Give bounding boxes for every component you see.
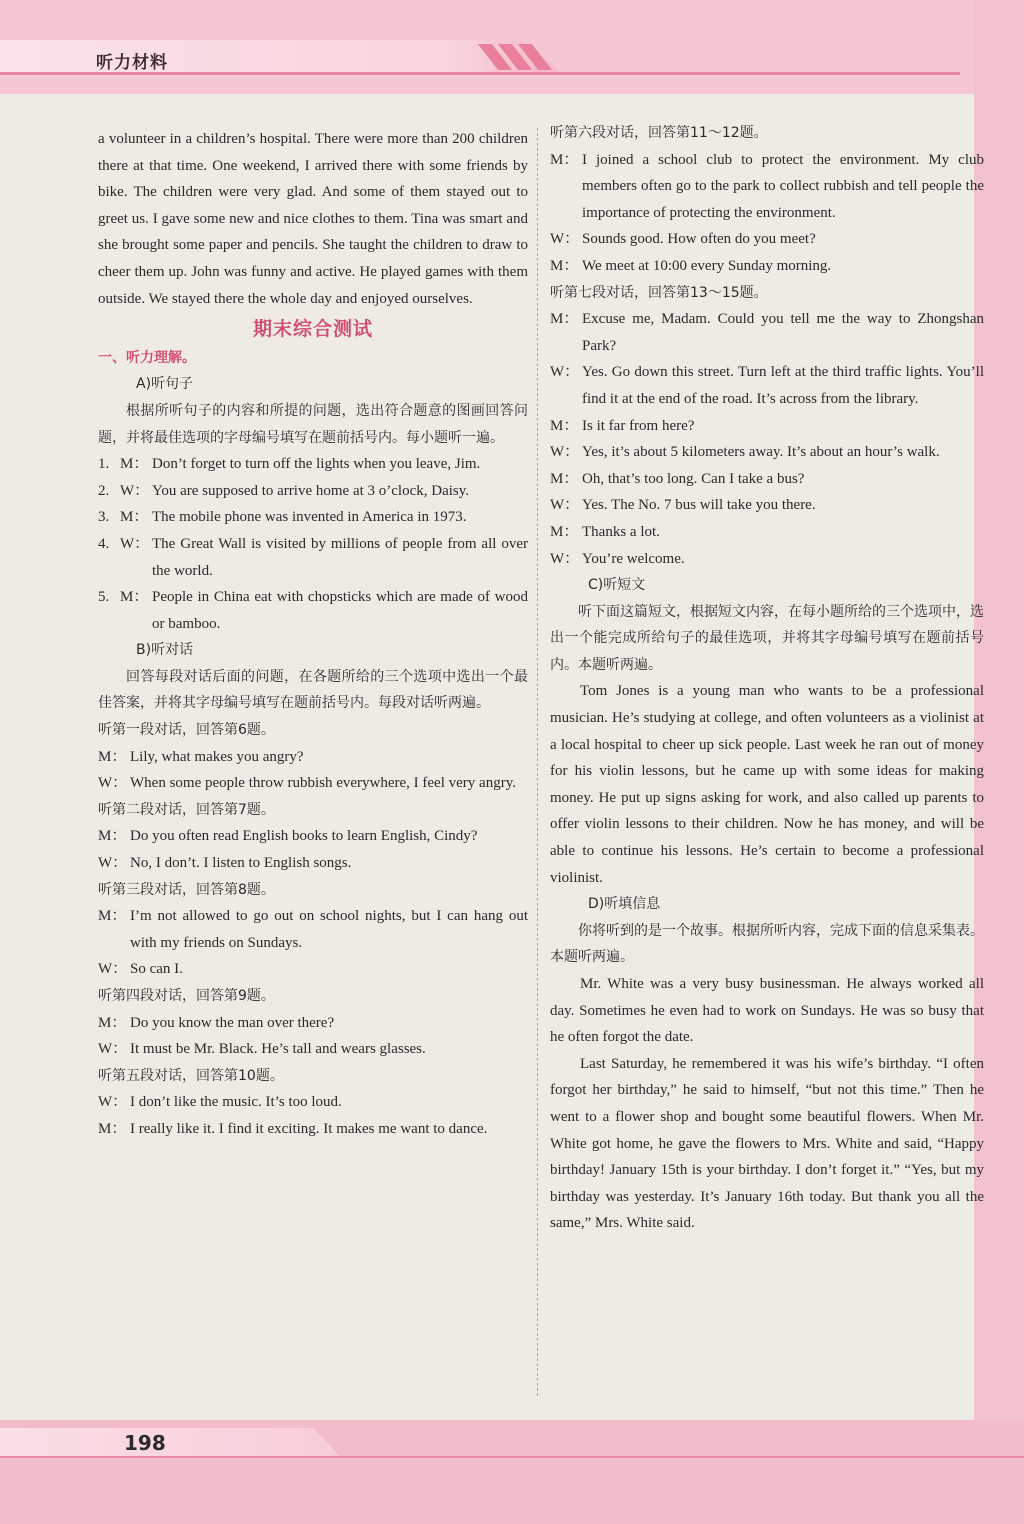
part-c-passage: Tom Jones is a young man who wants to be a professional musician. He’s studying at college, and often volunteers as a violinist at a local hospital to cheer up sick people. Last week he ran out of money for his violin lessons, but he came up with some ideas for making money. He put up signs asking for work, and also called up parents to offer violin lessons to their children. Now he has money, and will be able to continue his lessons. He’s certain to become a professional violinist. — [550, 683, 984, 886]
dialogue-line: M： I’m not allowed to go out on school nights, but I can hang out with my friends on Sundays. — [98, 908, 528, 951]
dialogue-heading: 听第一段对话，回答第6题。 — [98, 722, 275, 739]
dialogue-line: W： No, I don’t. I listen to English songs. — [98, 855, 352, 872]
list-item: 1. M： Don’t forget to turn off the lights when you leave, Jim. — [98, 456, 481, 473]
dialogue-line: M： I really like it. I find it exciting. It makes me want to dance. — [98, 1120, 488, 1137]
part-b-title: B)听对话 — [136, 642, 194, 659]
dialogue-line: M： Do you often read English books to learn English, Cindy? — [98, 828, 478, 845]
dialogue-line: M： Thanks a lot. — [550, 523, 660, 540]
part-c-instructions: 听下面这篇短文，根据短文内容，在每小题所给的三个选项中，选出一个能完成所给句子的最佳选项，并将其字母编号填写在题前括号内。本题听两遍。 — [550, 603, 984, 673]
dialogue-line: M： We meet at 10:00 every Sunday morning. — [550, 257, 832, 274]
story-paragraph: Mr. White was a very busy businessman. He always worked all day. Sometimes he even had to work on Sundays. He was so busy that he often forgot the date. — [550, 976, 984, 1046]
story-continuation: a volunteer in a children’s hospital. There were more than 200 children there at that time. One weekend, I arrived there with some friends by bike. The children were very glad. And some of them stayed out to greet us. I gave some new and nice clothes to them. Tina was smart and she brought some paper and pencils. She taught the children to draw to cheer them up. John was funny and active. He played games with them outside. We stayed there the whole day and enjoyed ourselves. — [98, 131, 528, 307]
dialogue-line: M： Is it far from here? — [550, 417, 695, 434]
dialogue-line: M： Excuse me, Madam. Could you tell me the way to Zhongshan Park? — [550, 311, 984, 354]
dialogue-line: W： When some people throw rubbish everywhere, I feel very angry. — [98, 775, 516, 792]
dialogue-heading: 听第七段对话，回答第13～15题。 — [550, 284, 768, 301]
dialogue-heading: 听第四段对话，回答第9题。 — [98, 988, 275, 1004]
dialogue-line: W： Yes. The No. 7 bus will take you there. — [550, 497, 816, 514]
dialogue-line: M： I joined a school club to protect the environment. My club members often go to the park to collect rubbish and tell people the importance of protecting the environment. — [550, 151, 984, 221]
left-column — [98, 126, 528, 1143]
dialogue-line: W： So can I. — [98, 961, 183, 978]
footer-line — [0, 1456, 1024, 1458]
list-item: 3. M： The mobile phone was invented in America in 1973. — [98, 509, 467, 526]
section-heading: 一、听力理解。 — [98, 349, 196, 366]
list-item: 5. M： People in China eat with chopsticks which are made of wood or bamboo. — [98, 589, 528, 632]
part-a-title: A)听句子 — [136, 376, 194, 393]
part-c-title: C)听短文 — [588, 577, 646, 594]
header-strip — [0, 40, 560, 72]
column-divider — [537, 128, 538, 1396]
dialogue-heading: 听第五段对话，回答第10题。 — [98, 1067, 284, 1084]
part-b-instructions: 回答每段对话后面的问题，在各题所给的三个选项中选出一个最佳答案，并将其字母编号填写在题前括号内。每段对话听两遍。 — [98, 668, 528, 712]
dialogue-line: M： Oh, that’s too long. Can I take a bus? — [550, 470, 805, 487]
part-d-instructions: 你将听到的是一个故事。根据所听内容，完成下面的信息采集表。本题听两遍。 — [550, 922, 984, 966]
footer-strip — [0, 1428, 340, 1456]
test-title: 期末综合测试 — [252, 318, 373, 341]
dialogue-line: M： Do you know the man over there? — [98, 1014, 335, 1031]
part-a-instructions: 根据所听句子的内容和所提的问题，选出符合题意的图画回答问题，并将最佳选项的字母编号填写在题前括号内。每小题听一遍。 — [98, 402, 528, 446]
page-number: 198 — [124, 1431, 166, 1455]
dialogue-line: W： Yes. Go down this street. Turn left at the third traffic lights. You’ll find it at the end of the road. It’s across from the library. — [550, 364, 984, 407]
dialogue-heading: 听第三段对话，回答第8题。 — [98, 881, 275, 898]
page-header-title: 听力材料 — [96, 53, 168, 73]
dialogue-heading: 听第二段对话，回答第7题。 — [98, 801, 275, 818]
right-column — [550, 120, 984, 1237]
dialogue-line: W： You’re welcome. — [550, 550, 685, 567]
story-paragraph: Last Saturday, he remembered it was his wife’s birthday. “I often forgot her birthday,” he said to himself, “but not this time.” Then he went to a flower shop and bought some beautiful flowers. When Mr. White got home, he gave the flowers to Mrs. White and said, “Happy birthday! January 15th is your birthday. I don’t forget it.” “Yes, but my birthday was yesterday. It’s January 16th today. But thank you all the same,” Mrs. White said. — [550, 1055, 984, 1232]
part-d-title: D)听填信息 — [588, 896, 661, 913]
dialogue-line: W： It must be Mr. Black. He’s tall and wears glasses. — [98, 1041, 426, 1058]
dialogue-line: W： I don’t like the music. It’s too loud. — [98, 1094, 342, 1111]
dialogue-line: W： Sounds good. How often do you meet? — [550, 231, 816, 248]
dialogue-line: W： Yes, it’s about 5 kilometers away. It’s about an hour’s walk. — [550, 444, 940, 461]
list-item: 4. W： The Great Wall is visited by millions of people from all over the world. — [98, 535, 528, 579]
list-item: 2. W： You are supposed to arrive home at 3 o’clock, Daisy. — [98, 482, 470, 499]
dialogue-line: M： Lily, what makes you angry? — [98, 748, 304, 765]
dialogue-heading: 听第六段对话，回答第11～12题。 — [550, 125, 768, 141]
